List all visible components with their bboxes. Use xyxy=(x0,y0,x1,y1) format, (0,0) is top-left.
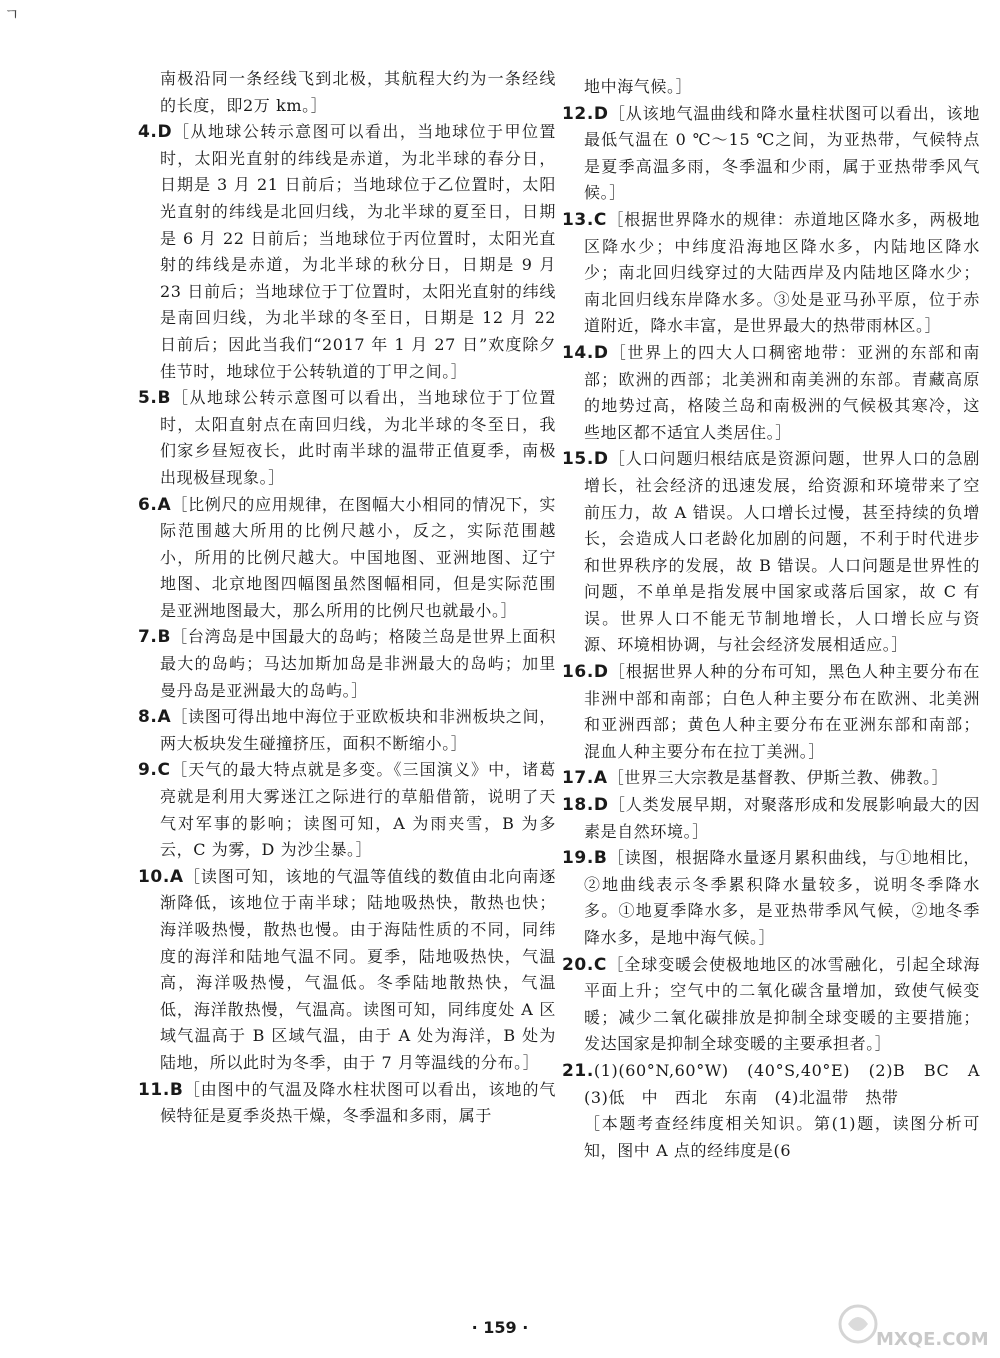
answer-number: 13.C xyxy=(562,209,607,230)
answer-text: ［天气的最大特点就是多变。《三国演义》中，诸葛亮就是利用大雾迷江之际进行的草船借箭，说明了天气对军事的影响；读图可知，A 为雨夹雪，B 为多云，C 为雾，D 为沙尘暴。］ xyxy=(160,760,556,860)
answer-item xyxy=(138,119,556,385)
answer-number: 14.D xyxy=(562,342,609,363)
answer-number: 12.D xyxy=(562,103,609,124)
watermark-logo xyxy=(836,1296,989,1352)
answer-text: ［台湾岛是中国最大的岛屿；格陵兰岛是世界上面积最大的岛屿；马达加斯加岛是非洲最大的岛屿；加里曼丹岛是亚洲最大的岛屿。］ xyxy=(160,627,556,700)
answer-text: ［比例尺的应用规律，在图幅大小相同的情况下，实际范围越大所用的比例尺越小，反之，实际范围越小，所用的比例尺越大。中国地图、亚洲地图、辽宁地图、北京地图四幅图虽然图幅相同，但是实际范围是亚洲地图最大，那么所用的比例尺也就最小。］ xyxy=(160,494,556,620)
answer-text: ［根据世界人种的分布可知，黑色人种主要分布在非洲中部和南部；白色人种主要分布在欧洲、北美洲和亚洲西部；黄色人种主要分布在亚洲东部和南部；混血人种主要分布在拉丁美洲。］ xyxy=(584,662,980,761)
answer-item xyxy=(138,704,556,757)
answer-text: ［世界三大宗教是基督教、伊斯兰教、佛教。］ xyxy=(607,768,949,788)
answer-text: ［读图，根据降水量逐月累积曲线，与①地相比，②地曲线表示冬季累积降水量较多，说明冬季降水多。①地夏季降水多，是亚热带季风气候，②地冬季降水多，是地中海气候。］ xyxy=(584,848,980,947)
answer-item xyxy=(562,1111,980,1164)
answer-number: 17.A xyxy=(562,768,608,789)
answer-text: 南极沿同一条经线飞到北极，其航程大约为一条经线的长度，即2万 km。］ xyxy=(160,69,556,115)
answer-text: ［读图可知，该地的气温等值线的数值由北向南逐渐降低，该地位于南半球；陆地吸热快，散热也快；海洋吸热慢，散热也慢。由于海陆性质的不同，同纬度的海洋和陆地气温不同。夏季，陆地吸热快，气温高，海洋吸热慢，气温低。冬季陆地散热快，气温低，海洋散热慢，气温高。读图可知，同纬度处 A 区域气温高于 B 区域气温，由于 A 处为海洋，B 处为陆地，所以此时为冬季，由于 7 月等温线的分布。］ xyxy=(160,866,556,1072)
answer-item xyxy=(138,1077,556,1130)
answer-item xyxy=(562,952,980,1058)
answer-text: ［根据世界降水的规律：赤道地区降水多，两极地区降水少；中纬度沿海地区降水多，内陆地区降水少；南北回归线穿过的大陆西岸及内陆地区降水少；南北回归线东岸降水多。③处是亚马孙平原，位于赤道附近，降水丰富，是世界最大的热带雨林区。］ xyxy=(584,209,980,336)
answer-number: 8.A xyxy=(138,707,172,728)
answer-number: 4.D xyxy=(138,122,173,143)
answer-item xyxy=(138,492,556,625)
answer-number: 6.A xyxy=(138,494,172,515)
answer-item xyxy=(562,792,980,845)
answer-number: 5.B xyxy=(138,388,172,409)
corner-mark: ㄱ xyxy=(4,5,20,24)
page-number: · 159 · xyxy=(471,1318,529,1337)
answer-item xyxy=(138,66,556,119)
answer-item xyxy=(562,74,980,101)
answer-text: ［人口问题归根结底是资源问题，世界人口的急剧增长，社会经济的迅速发展，给资源和环境带来了空前压力，故 A 错误。人口增长过慢，甚至持续的负增长，会造成人口老龄化加剧的问题，不利于时代进步和世界秩序的发展，故 B 错误。人口问题是世界性的问题，不单单是指发展中国家或落后国家，故 C 有误。世界人口不能无节制地增长，人口增长应与资源、环境相协调，与社会经济发展相适应。］ xyxy=(584,449,980,655)
answer-number: 10.A xyxy=(138,866,184,887)
right-column xyxy=(562,74,997,1164)
answer-text: ［本题考查经纬度相关知识。第(1)题，读图分析可知，图中 A 点的经纬度是(6 xyxy=(584,1114,980,1160)
answer-item xyxy=(562,101,980,207)
answer-item xyxy=(138,624,556,704)
left-column xyxy=(138,66,556,1130)
answer-text: ［从该地气温曲线和降水量柱状图可以看出，该地最低气温在 0 ℃～15 ℃之间，为亚热带，气候特点是夏季高温多雨，冬季温和少雨，属于亚热带季风气候。］ xyxy=(584,103,980,203)
answer-text: ［世界上的四大人口稠密地带：亚洲的东部和南部；欧洲的西部；北美洲和南美洲的东部。青藏高原的地势过高，格陵兰岛和南极洲的气候极其寒冷，这些地区都不适宜人类居住。］ xyxy=(584,342,980,442)
answer-number: 15.D xyxy=(562,449,609,470)
answer-item xyxy=(138,385,556,491)
answer-text: ［全球变暖会使极地地区的冰雪融化，引起全球海平面上升；空气中的二氧化碳含量增加，致使气候变暖；减少二氧化碳排放是抑制全球变暖的主要措施；发达国家是抑制全球变暖的主要承担者。］ xyxy=(584,954,980,1054)
answer-number: 18.D xyxy=(562,795,609,816)
answer-text: ［读图可得出地中海位于亚欧板块和非洲板块之间，两大板块发生碰撞挤压，面积不断缩小。］ xyxy=(160,707,556,753)
answer-number: 16.D xyxy=(562,662,609,683)
answer-number: 11.B xyxy=(138,1079,184,1100)
answer-item xyxy=(138,757,556,863)
answer-text: 地中海气候。］ xyxy=(584,77,693,96)
answer-item xyxy=(562,446,980,659)
answer-number: 19.B xyxy=(562,848,608,869)
watermark-text: MXQE.COM xyxy=(876,1329,989,1350)
answer-item xyxy=(138,864,556,1077)
answer-number: 9.C xyxy=(138,760,171,781)
answer-text: (1)(60°N,60°W) (40°S,40°E) (2)B BC A (3)低 中 西北 东南 (4)北温带 热带 xyxy=(584,1060,997,1107)
answer-number: 21. xyxy=(562,1060,594,1081)
answer-number: 7.B xyxy=(138,627,172,648)
answer-item xyxy=(562,765,980,792)
answer-item xyxy=(562,659,980,765)
answer-text: ［人类发展早期，对聚落形成和发展影响最大的因素是自然环境。］ xyxy=(584,795,980,841)
answer-number: 20.C xyxy=(562,954,607,975)
answer-text: ［由图中的气温及降水柱状图可以看出，该地的气候特征是夏季炎热干燥，冬季温和多雨，属于 xyxy=(160,1079,556,1126)
answer-item xyxy=(562,340,980,446)
answer-item xyxy=(562,845,980,951)
answer-text: ［从地球公转示意图可以看出，当地球位于甲位置时，太阳光直射的纬线是赤道，为北半球的春分日，日期是 3 月 21 日前后；当地球位于乙位置时，太阳光直射的纬线是北回归线，为北半球的夏至日，日期是 6 月 22 日前后；当地球位于丙位置时，太阳光直射的纬线是赤道，为北半球的秋分日，日期是 9 月 23 日前后；当地球位于丁位置时，太阳光直射的纬线是南回归线，为北半球的冬至日，日期是 12 月 22 日前后；因此当我们“2017 年 1 月 27 日”欢度除夕佳节时，地球位于公转轨道的丁甲之间。］ xyxy=(160,122,556,381)
answer-item xyxy=(562,207,980,340)
answer-text: ［从地球公转示意图可以看出，当地球位于丁位置时，太阳直射点在南回归线，为北半球的冬至日，我们家乡昼短夜长，此时南半球的温带正值夏季，南极出现极昼现象。］ xyxy=(160,388,556,487)
answer-item xyxy=(562,1058,997,1111)
